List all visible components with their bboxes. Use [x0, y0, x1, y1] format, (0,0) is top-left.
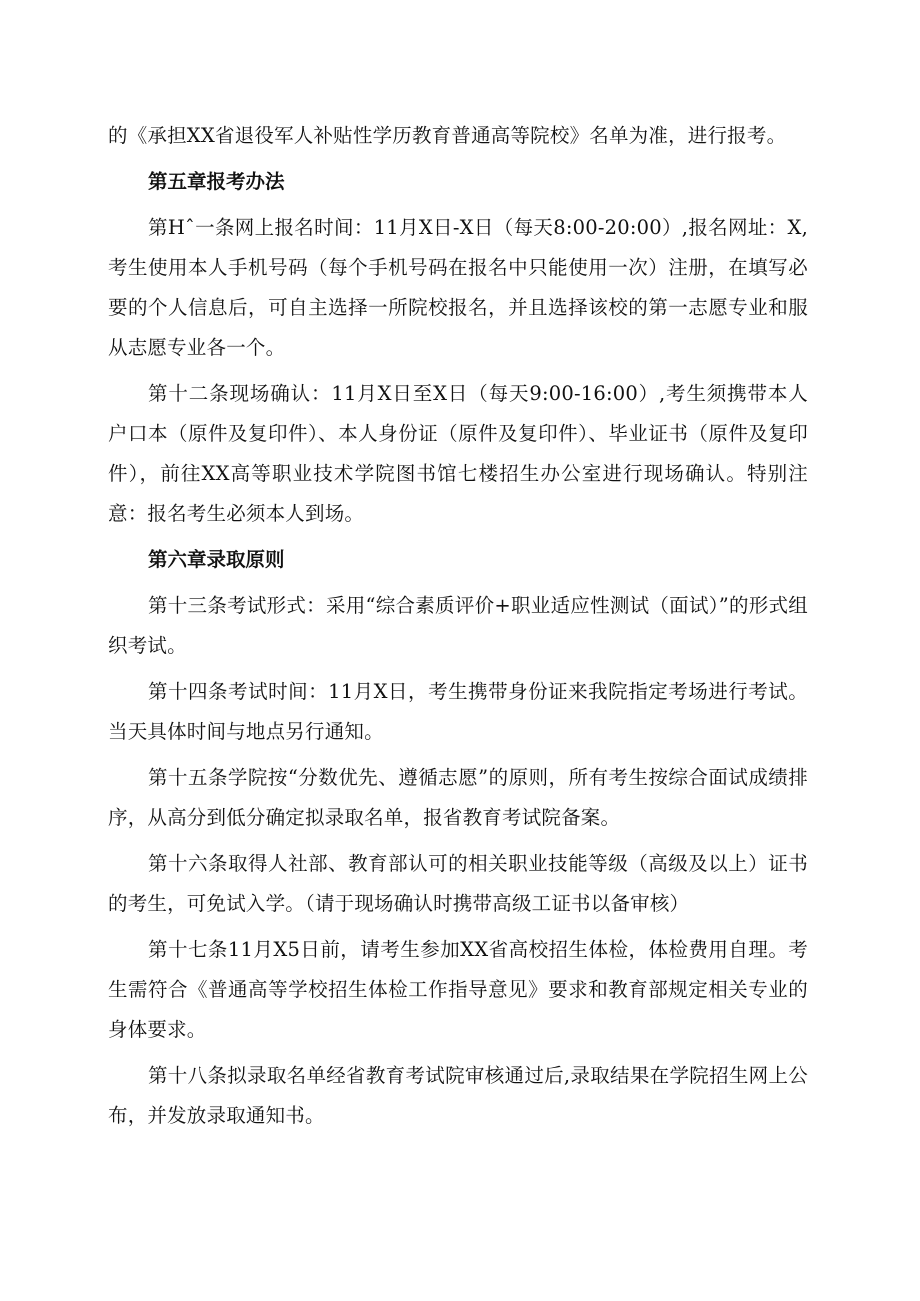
- article-11-online-registration: 第Hˆ一条网上报名时间：11月X日-X日（每天8:00-20:00）,报名网址：X,考生使用本人手机号码（每个手机号码在报名中只能使用一次）注册，在填写必要的个人信息后，可自主选择一所院校报名，并且选择该校的第一志愿专业和服从志愿专业各一个。: [108, 216, 808, 359]
- article-15-admission-principle: 第十五条学院按“分数优先、遵循志愿”的原则，所有考生按综合面试成绩排序，从高分到低分确定拟录取名单，报省教育考试院备案。: [108, 766, 808, 829]
- article-13-exam-format: 第十三条考试形式：采用“综合素质评价+职业适应性测试（面试）”的形式组织考试。: [108, 594, 808, 657]
- article-18-admission-results: 第十八条拟录取名单经省教育考试院审核通过后,录取结果在学院招生网上公布，并发放录取通知书。: [108, 1064, 808, 1127]
- document-body: [108, 116, 808, 1142]
- article-17-physical-exam: 第十七条11月X5日前，请考生参加XX省高校招生体检，体检费用自理。考生需符合《普通高等学校招生体检工作指导意见》要求和教育部规定相关专业的身体要求。: [108, 938, 808, 1041]
- chapter-heading-5: 第五章报考办法: [148, 170, 285, 193]
- article-16-exemption: 第十六条取得人社部、教育部认可的相关职业技能等级（高级及以上）证书的考生，可免试入学。（请于现场确认时携带高级工证书以备审核）: [108, 852, 808, 915]
- chapter-heading-6: 第六章录取原则: [148, 548, 285, 571]
- article-12-onsite-confirmation: 第十二条现场确认：11月X日至X日（每天9:00-16:00）,考生须携带本人户口本（原件及复印件）、本人身份证（原件及复印件）、毕业证书（原件及复印件），前往XX高等职业技术学院图书馆七楼招生办公室进行现场确认。特别注意：报名考生必须本人到场。: [108, 382, 808, 525]
- article-14-exam-time: 第十四条考试时间：11月X日，考生携带身份证来我院指定考场进行考试。当天具体时间与地点另行通知。: [108, 680, 808, 743]
- paragraph-continuation: 的《承担XX省退役军人补贴性学历教育普通高等院校》名单为准，进行报考。: [108, 124, 787, 147]
